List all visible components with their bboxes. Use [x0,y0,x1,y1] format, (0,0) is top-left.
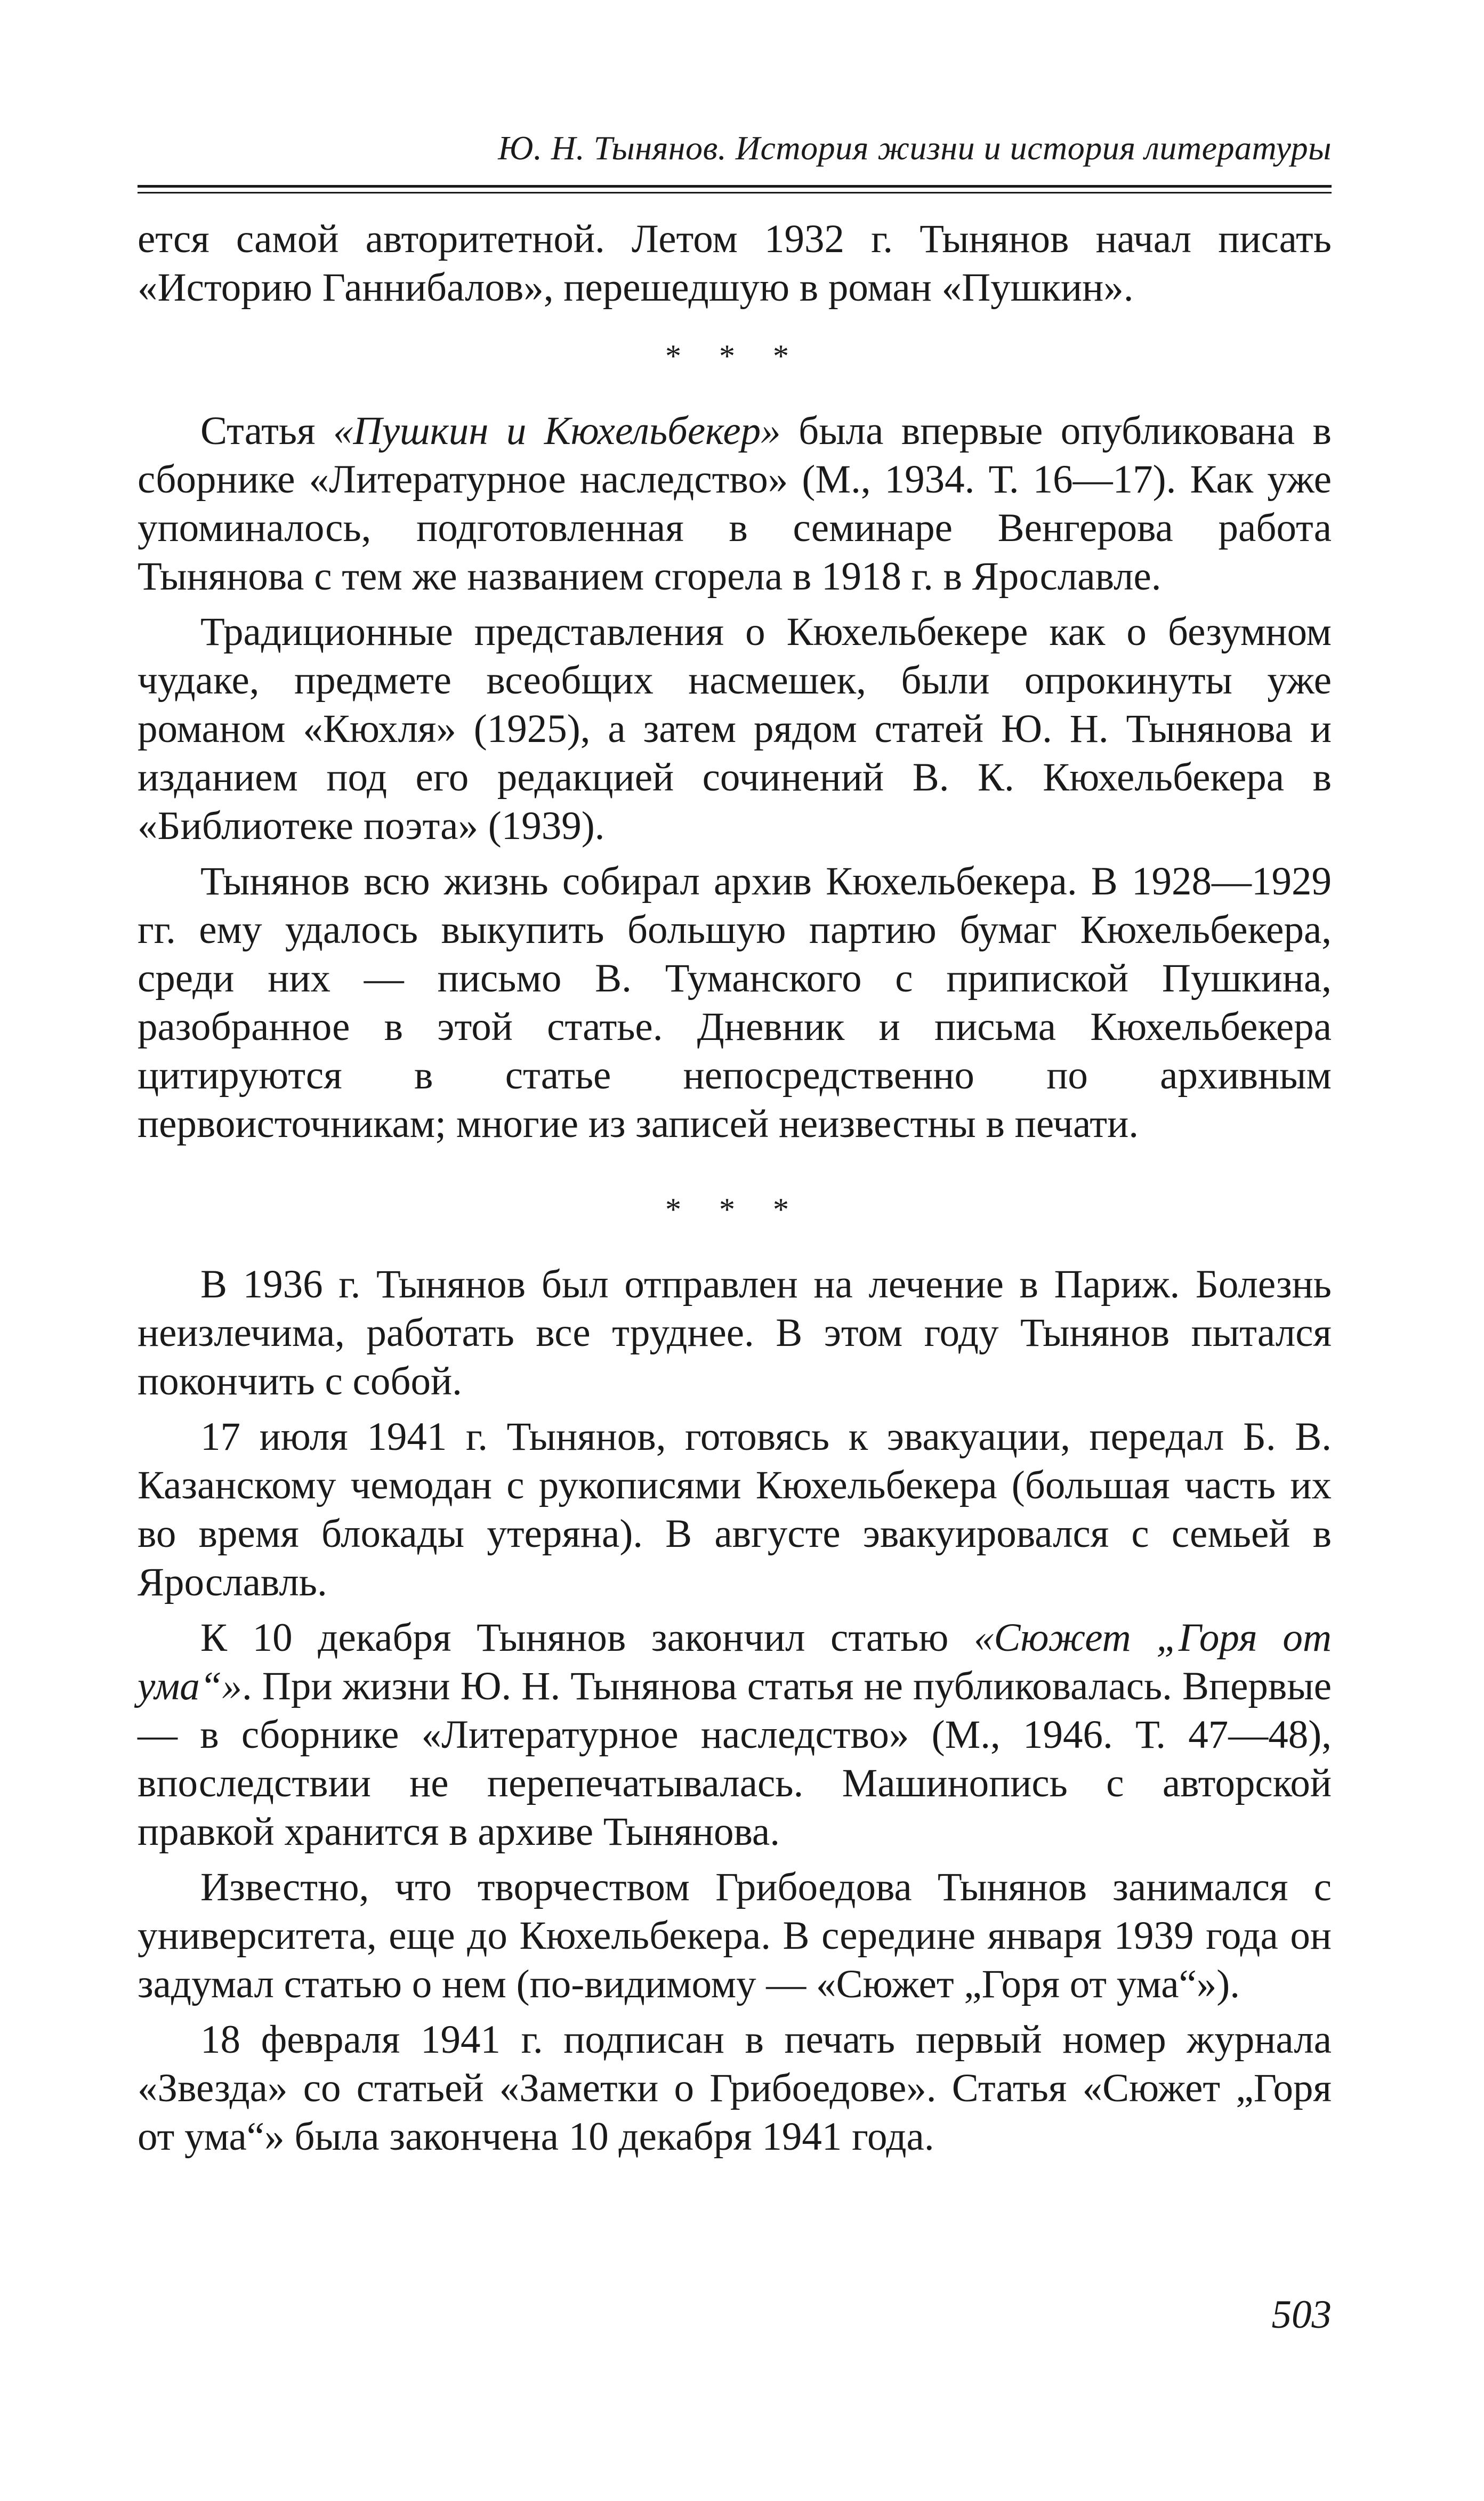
paragraph-archive: Тынянов всю жизнь собирал архив Кюхельбекера. В 1928—1929 гг. ему удалось выкупить большую партию бумаг Кюхельбекера, среди них — письмо В. Туманского с припиской Пушкина, разобранное в этой статье. Дневник и письма Кюхельбекера цитируются в статье непосредственно по архивным первоисточникам; многие из записей неизвестны в печати. [138,859,1332,1146]
article-title: «Сюжет „Горя от ума“» [138,1615,1332,1708]
paragraph-text: К 10 декабря Тынянов закончил статью [200,1615,974,1660]
section-separator: * * * [665,338,804,374]
page-body [138,215,1332,2161]
section-separator: * * * [665,1191,804,1227]
running-head: Ю. Н. Тынянов. История жизни и история литературы [498,129,1332,167]
article-title: «Пушкин и Кюхельбекер» [333,408,781,453]
paragraph-paris: В 1936 г. Тынянов был отправлен на лечение в Париж. Болезнь неизлечима, работать все труднее. В этом году Тынянов пытался покончить с собой. [138,1262,1332,1403]
paragraph-text: . При жизни Ю. Н. Тынянова статья не публиковалась. Впервые — в сборнике «Литературное наследство» (М., 1946. Т. 47—48), впоследствии не перепечатывалась. Машинопись с авторской правкой хранится в архиве Тынянова. [138,1664,1332,1854]
paragraph-text: была впервые опубликована в сборнике «Литературное наследство» (М., 1934. Т. 16—17). Как уже упоминалось, подготовленная в семинаре Венгерова работа Тынянова с тем же названием сгорела в 1918 г. в Ярославле. [138,408,1332,599]
header-rule-thin [138,192,1332,193]
book-page [138,128,1332,2337]
paragraph-evacuation: 17 июля 1941 г. Тынянов, готовясь к эвакуации, передал Б. В. Казанскому чемодан с рукописями Кюхельбекера (большая часть их во время блокады утеряна). В августе эвакуировался с семьей в Ярославль. [138,1414,1332,1604]
paragraph-griboedov: Известно, что творчеством Грибоедова Тынянов занимался с университета, еще до Кюхельбекера. В середине января 1939 года он задумал статью о нем (по-видимому — «Сюжет „Горя от ума“»). [138,1865,1332,2006]
paragraph-continued: ется самой авторитетной. Летом 1932 г. Тынянов начал писать «Историю Ганнибалов», перешедшую в роман «Пушкин». [138,216,1332,310]
paragraph-zvezda: 18 февраля 1941 г. подписан в печать первый номер журнала «Звезда» со статьей «Заметки о Грибоедове». Статья «Сюжет „Горя от ума“» была закончена 10 декабря 1941 года. [138,2017,1332,2159]
paragraph-traditions: Традиционные представления о Кюхельбекере как о безумном чудаке, предмете всеобщих насмешек, были опрокинуты уже романом «Кюхля» (1925), а затем рядом статей Ю. Н. Тынянова и изданием под его редакцией сочинений В. К. Кюхельбекера в «Библиотеке поэта» (1939). [138,609,1332,848]
paragraph-plot-article [138,1613,1332,1856]
paragraph-text: Статья [200,408,334,453]
page-number: 503 [1271,2293,1332,2337]
header-rule [138,185,1332,188]
paragraph-pushkin-kuchelbecker [138,407,1332,601]
